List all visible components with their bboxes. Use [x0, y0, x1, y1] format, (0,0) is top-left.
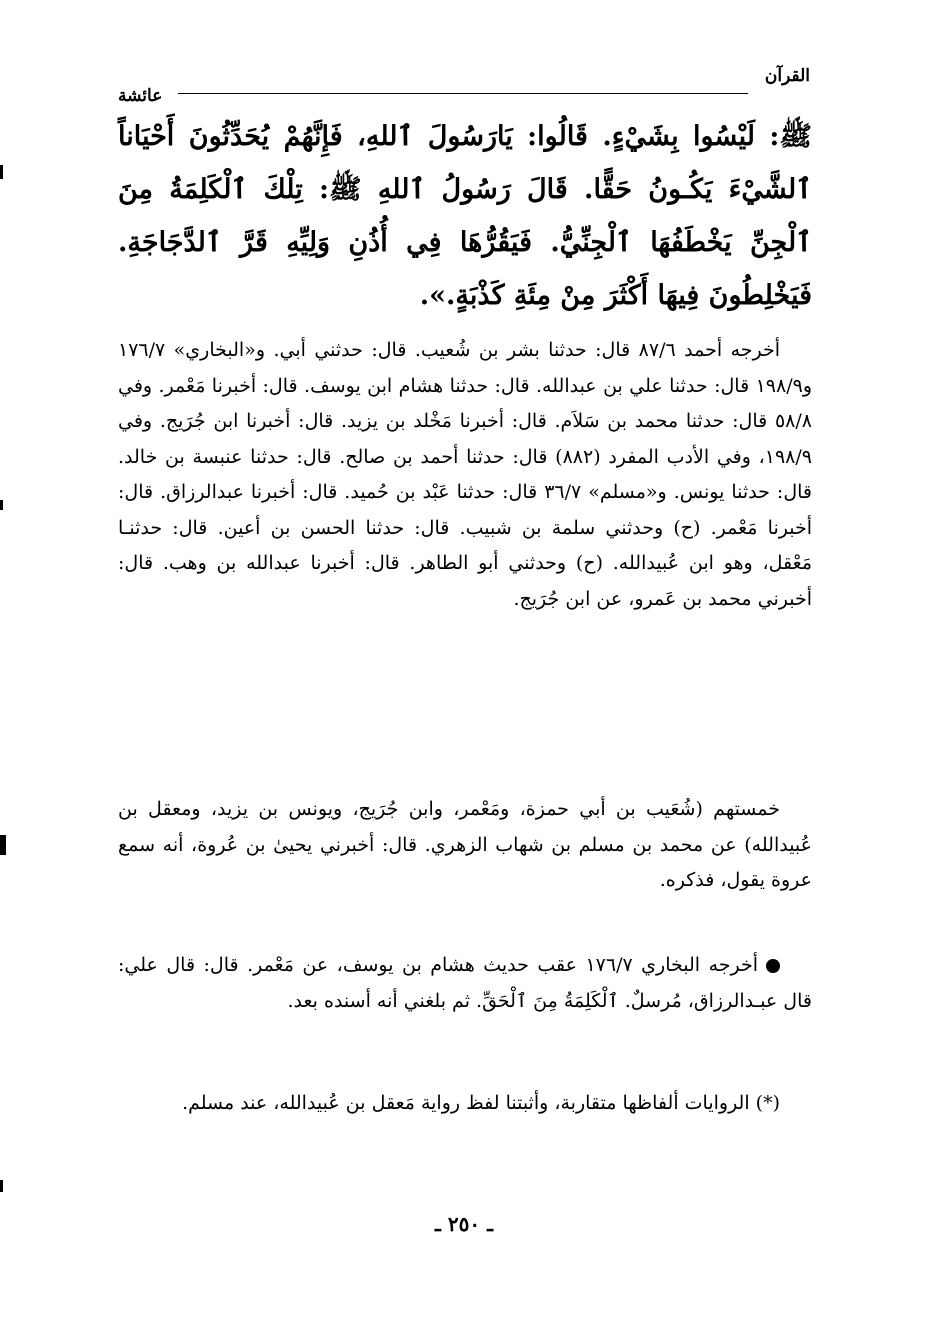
scan-margin-mark: [0, 500, 3, 510]
bukhari-note-text: أخرجه البخاري ١٧٦/٧ عقب حديث هشام بن يوسف، عن مَعْمر. قال: قال علي: قال عبـدالرزاق، مُرسلٌ. ٱلْكَلِمَةُ مِنَ ٱلْحَقِّ. ثم بلغني أنه أسنده بعد.: [118, 954, 812, 1012]
narrators-paragraph: خمستهم (شُعَيب بن أبي حمزة، ومَعْمر، وابن جُرَيج، ويونس بن يزيد، ومعقل بن عُبيدالله) عن محمد بن مسلم بن شهاب الزهري. قال: أخبرني يحيىٰ بن عُروة، أنه سمع عروة يقول، فذكره.: [118, 798, 812, 891]
takhrij-paragraph: أخرجه أحمد ٨٧/٦ قال: حدثنا بشر بن شُعيب. قال: حدثني أبي. و«البخاري» ١٧٦/٧ و١٩٨/٩ قال: حدثنا علي بن عبدالله. قال: حدثنا هشام ابن يوسف. قال: أخبرنا مَعْمر. وفي ٥٨/٨ قال: حدثنا محمد بن سَلاَم. قال: أخبرنا مَخْلد بن يزيد. قال: أخبرنا ابن جُرَيج. وفي ١٩٨/٩، وفي الأدب المفرد (٨٨٢) قال: حدثنا أحمد بن صالح. قال: حدثنا عنبسة بن خالد. قال: حدثنا يونس. و«مسلم» ٣٦/٧ قال: حدثنا عَبْد بن حُميد. قال: أخبرنا عبدالرزاق. قال: أخبرنا مَعْمر. (ح) وحدثني سلمة بن شبيب. قال: حدثنا الحسن بن أعين. قال: حدثنـا مَعْقل، وهو ابن عُبيدالله. (ح) وحدثني أبو الطاهر. قال: أخبرنا عبدالله بن وهب. قال: أخبرني محمد بن عَمرو، عن ابن جُرَيج.: [118, 339, 812, 610]
page-number: ـ ٢٥٠ ـ: [435, 1212, 493, 1236]
scan-margin-mark: [0, 835, 6, 855]
scan-margin-mark: [0, 1180, 3, 1192]
scan-margin-mark: [0, 165, 3, 179]
bullet-icon: [766, 959, 780, 973]
quran-hadith-text: ﷺ: لَيْسُوا بِشَيْءٍ. قَالُوا: يَارَسُولَ ٱللهِ، فَإِنَّهُمْ يُحَدِّثُونَ أَحْيَاناً ٱلشَّيْءَ يَكُـونُ حَقًّا. قَالَ رَسُولُ ٱللهِ ﷺ: تِلْكَ ٱلْكَلِمَةُ مِنَ ٱلْجِنِّ يَخْطَفُهَا ٱلْجِنِّيُّ. فَيَقُرُّهَا فِي أُذُنِ وَلِيِّهِ قَرَّ ٱلدَّجَاجَةِ. فَيَخْلِطُونَ فِيهَا أَكْثَرَ مِنْ مِئَةِ كَذْبَةٍ.».: [118, 121, 812, 311]
header-chapter-title: عائشة: [118, 86, 163, 106]
running-header: [118, 66, 810, 106]
header-book-title: القرآن: [764, 66, 810, 86]
header-rule: [178, 93, 748, 94]
bukhari-note-paragraph: [118, 948, 812, 1019]
footnote-paragraph: (*) الروايات ألفاظها متقاربة، وأثبتنا لفظ رواية مَعقل بن عُبيدالله، عند مسلم.: [182, 1092, 780, 1114]
